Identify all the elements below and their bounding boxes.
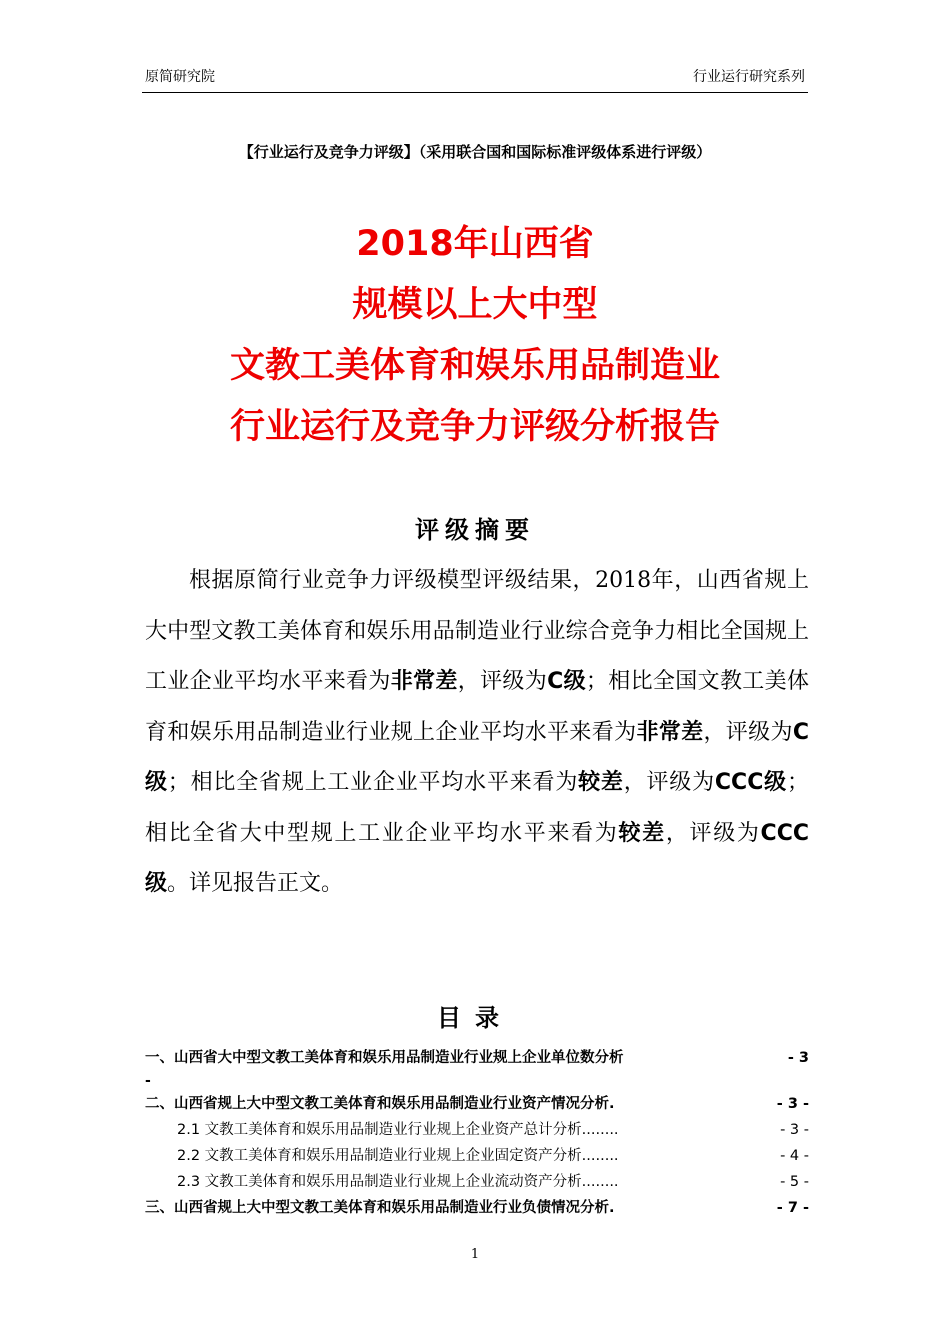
summary-paragraph	[145, 556, 809, 910]
summary-text: ；相比全省规上工业企业平均水平来看为	[167, 770, 579, 795]
toc-subentry-label: 2.2 文教工美体育和娱乐用品制造业行业规上企业固定资产分析........	[177, 1148, 619, 1164]
report-title-line-3: 文教工美体育和娱乐用品制造业	[229, 346, 720, 386]
header-org-name: 原简研究院	[145, 69, 215, 85]
summary-text: ，评级为	[457, 669, 548, 694]
summary-text: 根据原简行业竞争力评级模型评级结果，2018年，山西省规上大中型文教工美体育和娱乐用品制造业行业综合竞争力相比全国规上工业企业平均水平来看为	[145, 568, 809, 694]
rating-grade: C级	[145, 719, 809, 795]
toc-subentry-page: - 4 -	[780, 1148, 809, 1164]
toc-subentry-page: - 3 -	[780, 1122, 809, 1138]
rating-verdict: 较差	[618, 820, 666, 846]
toc-subentry-label: 2.1 文教工美体育和娱乐用品制造业行业规上企业资产总计分析........	[177, 1122, 619, 1138]
toc-entry-label: 一、山西省大中型文教工美体育和娱乐用品制造业行业规上企业单位数分析	[145, 1050, 624, 1066]
summary-text: ，评级为	[665, 820, 761, 846]
report-title-line-2: 规模以上大中型	[352, 285, 598, 325]
toc-subentry-label: 2.3 文教工美体育和娱乐用品制造业行业规上企业流动资产分析........	[177, 1174, 619, 1190]
toc-entry-wrap: -	[145, 1073, 151, 1089]
toc-entry[interactable]	[145, 1195, 809, 1221]
rating-grade: CCC级	[145, 820, 809, 896]
table-of-contents	[145, 1045, 809, 1221]
page-number: 1	[470, 1247, 480, 1262]
rating-tag-line: 【行业运行及竞争力评级】（采用联合国和国际标准评级体系进行评级）	[238, 143, 712, 161]
rating-verdict: 非常差	[390, 669, 458, 694]
rating-verdict: 较差	[578, 770, 624, 795]
toc-entry-label: 二、山西省规上大中型文教工美体育和娱乐用品制造业行业资产情况分析.	[145, 1096, 615, 1112]
rating-verdict: 非常差	[636, 719, 704, 745]
toc-subentry[interactable]	[145, 1143, 809, 1169]
header-series-name: 行业运行研究系列	[693, 69, 805, 85]
report-title-line-4: 行业运行及竞争力评级分析报告	[229, 407, 720, 447]
report-title-line-1: 2018年山西省	[356, 224, 594, 264]
summary-text: 。详见报告正文。	[167, 871, 344, 896]
summary-text: ，评级为	[623, 770, 715, 795]
rating-grade: CCC级	[714, 770, 787, 795]
toc-entry-page: - 3 -	[776, 1096, 809, 1112]
rating-grade: C级	[547, 669, 586, 694]
toc-entry[interactable]	[145, 1091, 809, 1117]
summary-text: ；相比全省大中型规上工业企业平均水平来看为	[145, 770, 809, 846]
toc-subentry[interactable]	[145, 1169, 809, 1195]
toc-subentry[interactable]	[145, 1117, 809, 1143]
header-rule	[142, 92, 808, 93]
toc-entry-label: 三、山西省规上大中型文教工美体育和娱乐用品制造业行业负债情况分析.	[145, 1200, 615, 1216]
toc-entry[interactable]	[145, 1045, 809, 1071]
summary-text: ；相比全国文教工美体育和娱乐用品制造业行业规上企业平均水平来看为	[145, 669, 809, 745]
toc-entry-page: - 3	[787, 1050, 809, 1066]
toc-subentry-page: - 5 -	[780, 1174, 809, 1190]
toc-heading: 目录	[437, 1004, 513, 1032]
toc-entry-page: - 7 -	[776, 1200, 809, 1216]
summary-text: ，评级为	[703, 719, 793, 745]
summary-heading: 评级摘要	[415, 516, 535, 544]
